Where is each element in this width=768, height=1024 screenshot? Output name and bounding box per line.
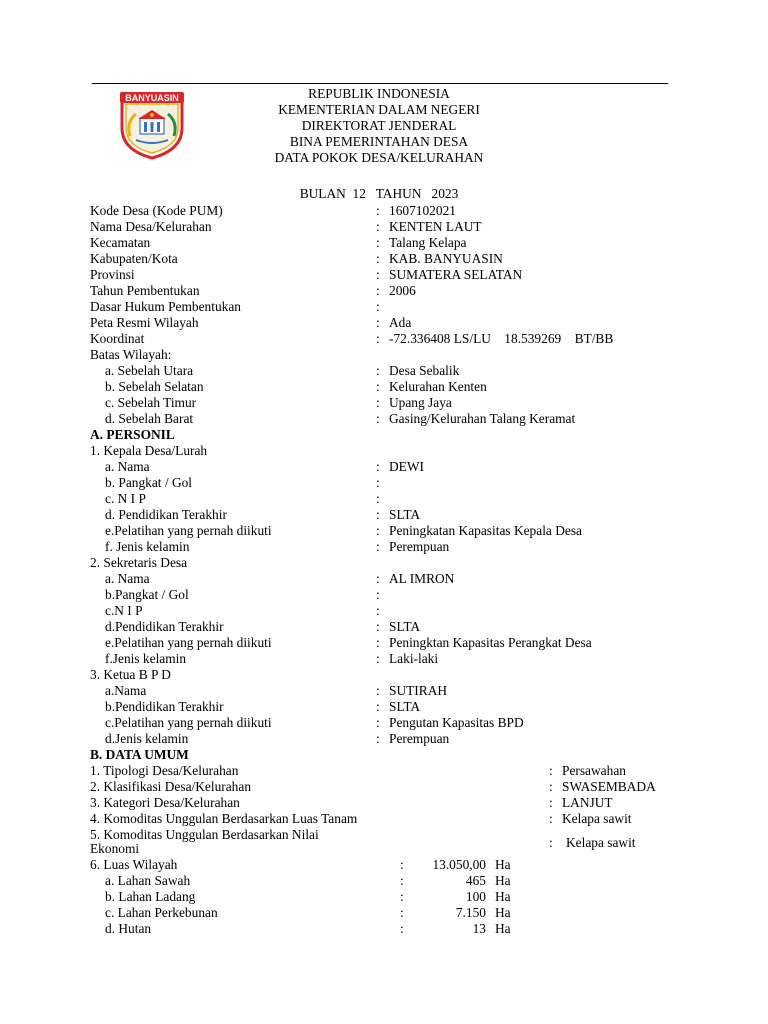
field-value: Ada bbox=[389, 315, 412, 330]
field-colon: : bbox=[376, 235, 380, 250]
subsection-title: 1. Kepala Desa/Lurah bbox=[90, 443, 208, 458]
section-title: Batas Wilayah: bbox=[90, 347, 172, 362]
field-colon: : bbox=[376, 267, 380, 282]
field-value: 465 bbox=[465, 873, 486, 888]
field-label: d.Jenis kelamin bbox=[105, 731, 189, 746]
subsection-title: 2. Sekretaris Desa bbox=[90, 555, 188, 570]
row-bpd-pendidikan bbox=[0, 699, 768, 715]
subsection-title: 3. Ketua B P D bbox=[90, 667, 171, 682]
field-label: 3. Kategori Desa/Kelurahan bbox=[90, 795, 240, 810]
field-label: Dasar Hukum Pembentukan bbox=[90, 299, 241, 314]
row-sekretaris-nama bbox=[0, 571, 768, 587]
field-value: Peningktan Kapasitas Perangkat Desa bbox=[389, 635, 592, 650]
row-kepala-pendidikan bbox=[0, 507, 768, 523]
row-bpd-pelatihan bbox=[0, 715, 768, 731]
row-sekretaris-pangkat bbox=[0, 587, 768, 603]
field-value: SLTA bbox=[389, 507, 421, 522]
field-colon: : bbox=[376, 331, 380, 346]
field-unit: Ha bbox=[495, 905, 511, 920]
row-sekretaris-jenis-kelamin bbox=[0, 651, 768, 667]
field-label: e.Pelatihan yang pernah diikuti bbox=[105, 523, 272, 538]
field-label: Kecamatan bbox=[90, 235, 151, 250]
row-batas-timur bbox=[0, 395, 768, 411]
header-line-republik: REPUBLIK INDONESIA bbox=[308, 86, 450, 101]
field-colon: : bbox=[400, 905, 404, 920]
field-colon: : bbox=[376, 731, 380, 746]
row-kabupaten bbox=[0, 251, 768, 267]
field-value: Persawahan bbox=[562, 763, 626, 778]
header-line-direktorat: DIREKTORAT JENDERAL bbox=[301, 118, 457, 133]
field-colon: : bbox=[400, 857, 404, 872]
row-sekretaris-nip bbox=[0, 603, 768, 619]
field-colon: : bbox=[549, 763, 553, 778]
field-label: c.N I P bbox=[105, 603, 143, 618]
field-colon: : bbox=[376, 619, 380, 634]
row-tipologi bbox=[0, 763, 768, 779]
field-colon: : bbox=[376, 203, 380, 218]
field-colon: : bbox=[400, 921, 404, 936]
field-value: Desa Sebalik bbox=[389, 363, 460, 378]
row-batas-selatan bbox=[0, 379, 768, 395]
field-label: Koordinat bbox=[90, 331, 145, 346]
field-label: c.Pelatihan yang pernah diikuti bbox=[105, 715, 272, 730]
field-label: 6. Luas Wilayah bbox=[90, 857, 178, 872]
row-lahan-sawah bbox=[0, 873, 768, 889]
field-value: 1607102021 bbox=[389, 203, 456, 218]
field-label: f. Jenis kelamin bbox=[105, 539, 190, 554]
field-value: Gasing/Kelurahan Talang Keramat bbox=[389, 411, 576, 426]
row-provinsi bbox=[0, 267, 768, 283]
logo-banner-text: BANYUASIN bbox=[125, 93, 179, 103]
row-sekretaris-pendidikan bbox=[0, 619, 768, 635]
row-kategori bbox=[0, 795, 768, 811]
field-colon: : bbox=[549, 811, 553, 826]
field-value: SLTA bbox=[389, 619, 421, 634]
section-title: A. PERSONIL bbox=[90, 427, 175, 442]
field-unit: Ha bbox=[495, 873, 511, 888]
field-colon: : bbox=[549, 779, 553, 794]
row-kepala-jenis-kelamin bbox=[0, 539, 768, 555]
field-value: SLTA bbox=[389, 699, 421, 714]
field-colon: : bbox=[376, 459, 380, 474]
subsection-ketua-bpd bbox=[0, 667, 768, 683]
field-label: c. N I P bbox=[105, 491, 146, 506]
field-value: Perempuan bbox=[389, 731, 450, 746]
field-label: a.Nama bbox=[105, 683, 147, 698]
row-kecamatan bbox=[0, 235, 768, 251]
field-colon: : bbox=[376, 571, 380, 586]
field-label: f.Jenis kelamin bbox=[105, 651, 187, 666]
row-batas-utara bbox=[0, 363, 768, 379]
section-batas-wilayah bbox=[0, 347, 768, 363]
field-value: LANJUT bbox=[562, 795, 613, 810]
row-koordinat bbox=[0, 331, 768, 347]
field-colon: : bbox=[376, 539, 380, 554]
field-label: 5. Komoditas Unggulan Berdasarkan Nilai bbox=[90, 827, 319, 842]
field-label: d. Pendidikan Terakhir bbox=[105, 507, 227, 522]
field-colon: : bbox=[376, 363, 380, 378]
field-label: Tahun Pembentukan bbox=[90, 283, 200, 298]
row-kepala-pangkat bbox=[0, 475, 768, 491]
row-bpd-jenis-kelamin bbox=[0, 731, 768, 747]
row-hutan bbox=[0, 921, 768, 937]
field-label: a. Sebelah Utara bbox=[105, 363, 194, 378]
field-label: c. Lahan Perkebunan bbox=[105, 905, 218, 920]
row-lahan-ladang bbox=[0, 889, 768, 905]
row-kode-desa bbox=[0, 203, 768, 219]
field-colon: : bbox=[376, 699, 380, 714]
row-klasifikasi bbox=[0, 779, 768, 795]
document-header bbox=[200, 86, 558, 166]
field-colon: : bbox=[376, 219, 380, 234]
field-value: Kelapa sawit bbox=[566, 835, 636, 850]
section-title: B. DATA UMUM bbox=[90, 747, 189, 762]
field-value: KENTEN LAUT bbox=[389, 219, 482, 234]
field-label: a. Lahan Sawah bbox=[105, 873, 191, 888]
field-label: b. Sebelah Selatan bbox=[105, 379, 204, 394]
subsection-kepala-desa bbox=[0, 443, 768, 459]
field-value: Perempuan bbox=[389, 539, 450, 554]
row-kepala-nama bbox=[0, 459, 768, 475]
row-nama-desa bbox=[0, 219, 768, 235]
field-label: Kabupaten/Kota bbox=[90, 251, 178, 266]
row-komoditas-nilai-ekonomi-line2 bbox=[0, 841, 768, 857]
field-colon: : bbox=[376, 475, 380, 490]
field-label: b. Pangkat / Gol bbox=[105, 475, 193, 490]
field-colon: : bbox=[549, 795, 553, 810]
field-label: d. Hutan bbox=[105, 921, 152, 936]
row-sekretaris-pelatihan bbox=[0, 635, 768, 651]
field-label: Kode Desa (Kode PUM) bbox=[90, 203, 223, 218]
row-lahan-perkebunan bbox=[0, 905, 768, 921]
field-colon: : bbox=[376, 523, 380, 538]
field-colon: : bbox=[376, 715, 380, 730]
field-colon: : bbox=[376, 251, 380, 266]
field-colon: : bbox=[376, 491, 380, 506]
field-label: a. Nama bbox=[105, 459, 150, 474]
field-value: Kelurahan Kenten bbox=[389, 379, 487, 394]
field-colon: : bbox=[376, 411, 380, 426]
field-value: Laki-laki bbox=[389, 651, 439, 666]
row-kepala-nip bbox=[0, 491, 768, 507]
field-value: 7.150 bbox=[455, 905, 486, 920]
field-value: Kelapa sawit bbox=[562, 811, 632, 826]
field-value: SUMATERA SELATAN bbox=[389, 267, 523, 282]
field-value: -72.336408 LS/LU 18.539269 BT/BB bbox=[389, 331, 614, 346]
top-rule bbox=[92, 83, 668, 84]
field-value: Pengutan Kapasitas BPD bbox=[389, 715, 524, 730]
field-label: Provinsi bbox=[90, 267, 135, 282]
field-value: 13 bbox=[472, 921, 486, 936]
field-value: 100 bbox=[465, 889, 486, 904]
field-label: 2. Klasifikasi Desa/Kelurahan bbox=[90, 779, 252, 794]
field-value: Peningkatan Kapasitas Kepala Desa bbox=[389, 523, 582, 538]
field-value: 13.050,00 bbox=[432, 857, 486, 872]
field-colon: : bbox=[376, 587, 380, 602]
field-colon: : bbox=[376, 635, 380, 650]
report-period: BULAN 12 TAHUN 2023 bbox=[299, 186, 459, 201]
field-unit: Ha bbox=[495, 857, 511, 872]
field-colon: : bbox=[400, 873, 404, 888]
field-label: d.Pendidikan Terakhir bbox=[105, 619, 224, 634]
field-value: DEWI bbox=[389, 459, 424, 474]
field-label: Nama Desa/Kelurahan bbox=[90, 219, 212, 234]
field-value: Talang Kelapa bbox=[389, 235, 467, 250]
field-colon: : bbox=[376, 507, 380, 522]
field-value: Upang Jaya bbox=[389, 395, 452, 410]
row-peta-resmi bbox=[0, 315, 768, 331]
field-label: 1. Tipologi Desa/Kelurahan bbox=[90, 763, 239, 778]
field-colon: : bbox=[376, 603, 380, 618]
row-bpd-nama bbox=[0, 683, 768, 699]
field-colon: : bbox=[376, 379, 380, 394]
field-unit: Ha bbox=[495, 889, 511, 904]
field-colon: : bbox=[376, 299, 380, 314]
row-batas-barat bbox=[0, 411, 768, 427]
field-colon: : bbox=[376, 395, 380, 410]
field-label: 4. Komoditas Unggulan Berdasarkan Luas Tanam bbox=[90, 811, 358, 826]
banyuasin-logo-icon bbox=[116, 88, 188, 160]
field-label: b.Pendidikan Terakhir bbox=[105, 699, 224, 714]
field-value: 2006 bbox=[389, 283, 416, 298]
subsection-sekretaris bbox=[0, 555, 768, 571]
field-value: KAB. BANYUASIN bbox=[389, 251, 503, 266]
row-komoditas-luas-tanam bbox=[0, 811, 768, 827]
field-label: Peta Resmi Wilayah bbox=[90, 315, 199, 330]
section-data-umum bbox=[0, 747, 768, 763]
field-colon: : bbox=[400, 889, 404, 904]
field-colon: : bbox=[376, 315, 380, 330]
field-label: a. Nama bbox=[105, 571, 150, 586]
field-label: b.Pangkat / Gol bbox=[105, 587, 189, 602]
row-dasar-hukum bbox=[0, 299, 768, 315]
header-line-kementerian: KEMENTERIAN DALAM NEGERI bbox=[278, 102, 480, 117]
field-colon: : bbox=[376, 283, 380, 298]
field-value: SWASEMBADA bbox=[562, 779, 656, 794]
field-unit: Ha bbox=[495, 921, 511, 936]
field-label: b. Lahan Ladang bbox=[105, 889, 196, 904]
field-label: c. Sebelah Timur bbox=[105, 395, 197, 410]
field-value: AL IMRON bbox=[389, 571, 455, 586]
row-tahun-pembentukan bbox=[0, 283, 768, 299]
header-line-bina: BINA PEMERINTAHAN DESA bbox=[289, 134, 469, 149]
field-value: SUTIRAH bbox=[389, 683, 448, 698]
row-luas-wilayah bbox=[0, 857, 768, 873]
field-colon: : bbox=[549, 835, 553, 850]
field-colon: : bbox=[376, 651, 380, 666]
header-line-data-pokok: DATA POKOK DESA/KELURAHAN bbox=[274, 150, 484, 165]
section-personil bbox=[0, 427, 768, 443]
field-label: d. Sebelah Barat bbox=[105, 411, 194, 426]
row-kepala-pelatihan bbox=[0, 523, 768, 539]
field-label: e.Pelatihan yang pernah diikuti bbox=[105, 635, 272, 650]
field-label: Ekonomi bbox=[90, 841, 140, 856]
field-colon: : bbox=[376, 683, 380, 698]
